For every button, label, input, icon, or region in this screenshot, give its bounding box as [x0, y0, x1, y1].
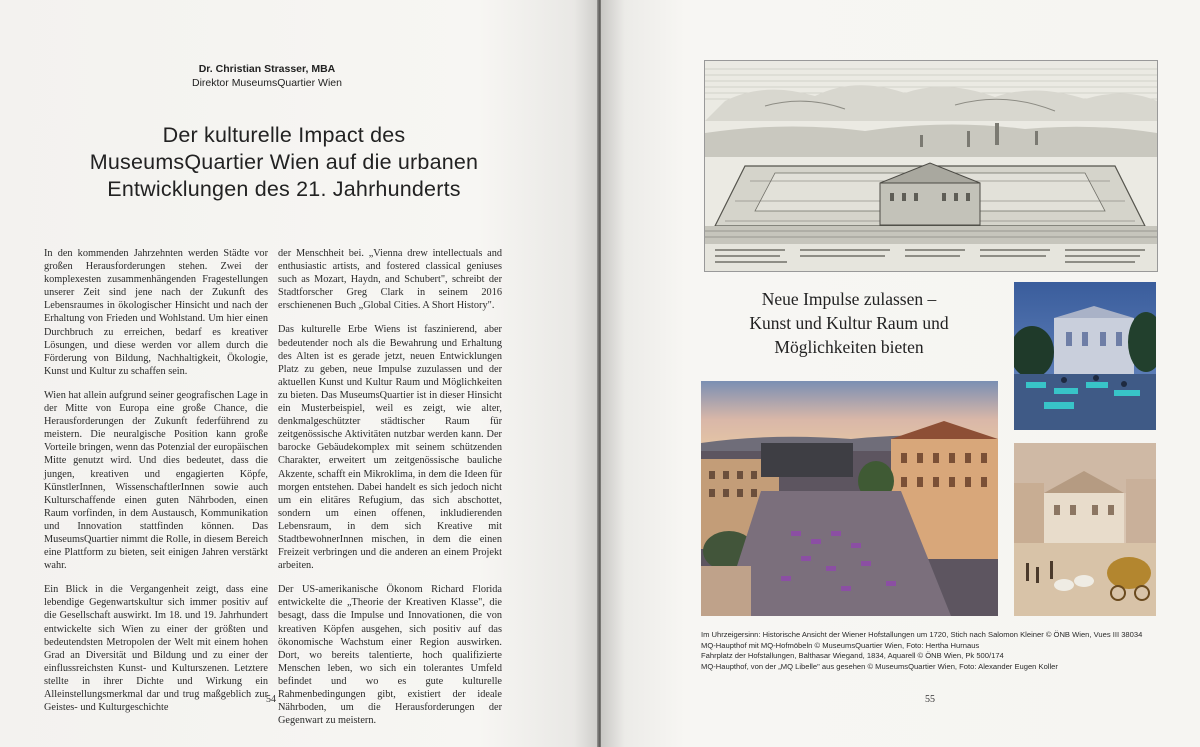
right-page [601, 0, 1200, 747]
subtitle-line: Neue Impulse zulassen – [761, 289, 937, 309]
text-column-1 [44, 247, 268, 725]
caption-line: MQ-Haupthof, von der „MQ Libelle" aus gesehen © MuseumsQuartier Wien, Foto: Alexander Eugen Koller [701, 661, 1058, 671]
author-role: Direktor MuseumsQuartier Wien [192, 77, 342, 89]
engraving-image [704, 60, 1158, 272]
title-line: Der kulturelle Impact des [162, 123, 406, 147]
section-subtitle [729, 287, 969, 359]
paragraph: Wien hat allein aufgrund seiner geografischen Lage in der Mitte von Europa eine große Chance, die Herausforderungen der Zukunft federführend zu meistern. Die neuralgische Position kann große Vorteile bringen, wenn das Potenzial der europäischen Mitte genutzt wird. Und dies bedeutet, dass die jungen, kreativen und engagierten Köpfe, KünstlerInnen, WissenschaftlerInnen sowie auch Kulturschaffende einen guten Nährboden, einen Raum vorfinden, in dem Austausch, Kommunikation und Innovation stattfinden können. Das MuseumsQuartier nimmt die Rolle, in diesem Bereich eine Plattform zu bieten, seit einigen Jahren verstärkt wahr. [44, 389, 268, 572]
title-line: MuseumsQuartier Wien auf die urbanen [89, 150, 479, 174]
title-line: Entwicklungen des 21. Jahrhunderts [107, 177, 461, 201]
left-page [0, 0, 598, 747]
paragraph: der Menschheit bei. „Vienna drew intellectuals and enthusiastic artists, and fostered classical geniuses such as Mozart, Haydn, and Schubert", schreibt der Stadtforscher Greg Clark in seinem 2016 erschienenen Buch „Global Cities. A Short History". [278, 248, 502, 312]
paragraph: Ein Blick in die Vergangenheit zeigt, dass eine lebendige Gegenwartskultur sich immer positiv auf die Gesellschaft auswirkt. Im 18. und 19. Jahrhundert entwickelte sich Wien zu einer der größten und bedeutendsten Metropolen der Welt mit einem hohen Grad an Diversität und Bildung und zu einer der einflussreichsten Kunst- und Kulturszenen. Letztere stellte in ihrer Dichte und Wirkung ein Alleinstellungsmerkmal dar und trug maßgeblich zur Geistes- und Kulturgeschichte [44, 584, 268, 714]
page-number-right: 55 [925, 694, 935, 705]
courtyard-night-photo [1014, 282, 1156, 430]
aerial-courtyard-photo [701, 381, 998, 616]
image-captions [701, 630, 1171, 672]
article-title [40, 122, 528, 203]
text-column-2 [278, 247, 502, 738]
subtitle-line: Kunst und Kultur Raum und [749, 313, 949, 333]
page-number-left: 54 [266, 694, 276, 705]
paragraph: In den kommenden Jahrzehnten werden Städte vor großen Herausforderungen stehen. Zwei der komplexesten zusammenhängenden Fragestellungen unserer Zeit sind jene nach der Zukunft des Lebensraumes in ökologischer Hinsicht und nach der Erhaltung von Frieden und Wohlstand. Um hier einen Durchbruch zu erreichen, bedarf es kreativer Lösungen, und diese werden vor allem durch die Förderung von Bildung, Nachhaltigkeit, Ökologie, Kunst und Kultur zu schaffen sein. [44, 248, 268, 377]
subtitle-line: Möglichkeiten bieten [774, 337, 924, 357]
paragraph: Das kulturelle Erbe Wiens ist faszinierend, aber bedeutender noch als die Bewahrung und Erhaltung des Alten ist es gerade jetzt, neuen Entwicklungen Platz zu geben, neue Impulse zuzulassen und der aktuellen Kunst und Kultur Raum und Möglichkeiten zu bieten. Das MuseumsQuartier ist in dieser Hinsicht ein Musterbeispiel, weil es zeigt, wie alter, denkmalgeschützter städtischer Raum für zeitgenössische Aktivitäten nutzbar werden kann. Der barocke Gebäudekomplex mit seinem schützenden Charakter, erweitert um zeitgenössische bauliche Akzente, schafft ein Mikroklima, in dem die Ideen für morgen entstehen. Dabei handelt es sich jedoch nicht um ein elitäres Refugium, das sich abschottet, sondern um einen offenen, inkludierenden Lebensraum, in dem sich Kreative mit StadtbewohnerInnen mischen, in dem die einen Freizeit verbringen und die anderen an einem Projekt arbeiten. [278, 324, 502, 572]
caption-line: MQ-Haupthof mit MQ-Hofmöbeln © MuseumsQuartier Wien, Foto: Hertha Hurnaus [701, 640, 980, 650]
watercolour-painting [1014, 443, 1156, 616]
author-name: Dr. Christian Strasser, MBA [198, 63, 336, 75]
caption-line: Fahrplatz der Hofstallungen, Balthasar Wiegand, 1834, Aquarell © ÖNB Wien, Pk 500/174 [701, 651, 1004, 660]
author-block [0, 62, 534, 90]
paragraph: Der US-amerikanische Ökonom Richard Florida entwickelte die „Theorie der Kreativen Klasse", die besagt, dass die Impulse und Innovationen, die von kreativen Köpfen ausgehen, sich positiv auf das ökonomische Wachstum einer Region auswirken. Dort, wo bereits talentierte, hoch qualifizierte Menschen leben, wo sich ein tolerantes Umfeld befindet und wo es gute kulturelle Rahmenbedingungen gibt, existiert der ideale Nährboden, um die Herausforderungen der Gegenwart zu meistern. [278, 584, 502, 727]
caption-line: Im Uhrzeigersinn: Historische Ansicht der Wiener Hofstallungen um 1720, Stich nach Salomon Kleiner © ÖNB Wien, Vues III 38034 [701, 630, 1143, 639]
